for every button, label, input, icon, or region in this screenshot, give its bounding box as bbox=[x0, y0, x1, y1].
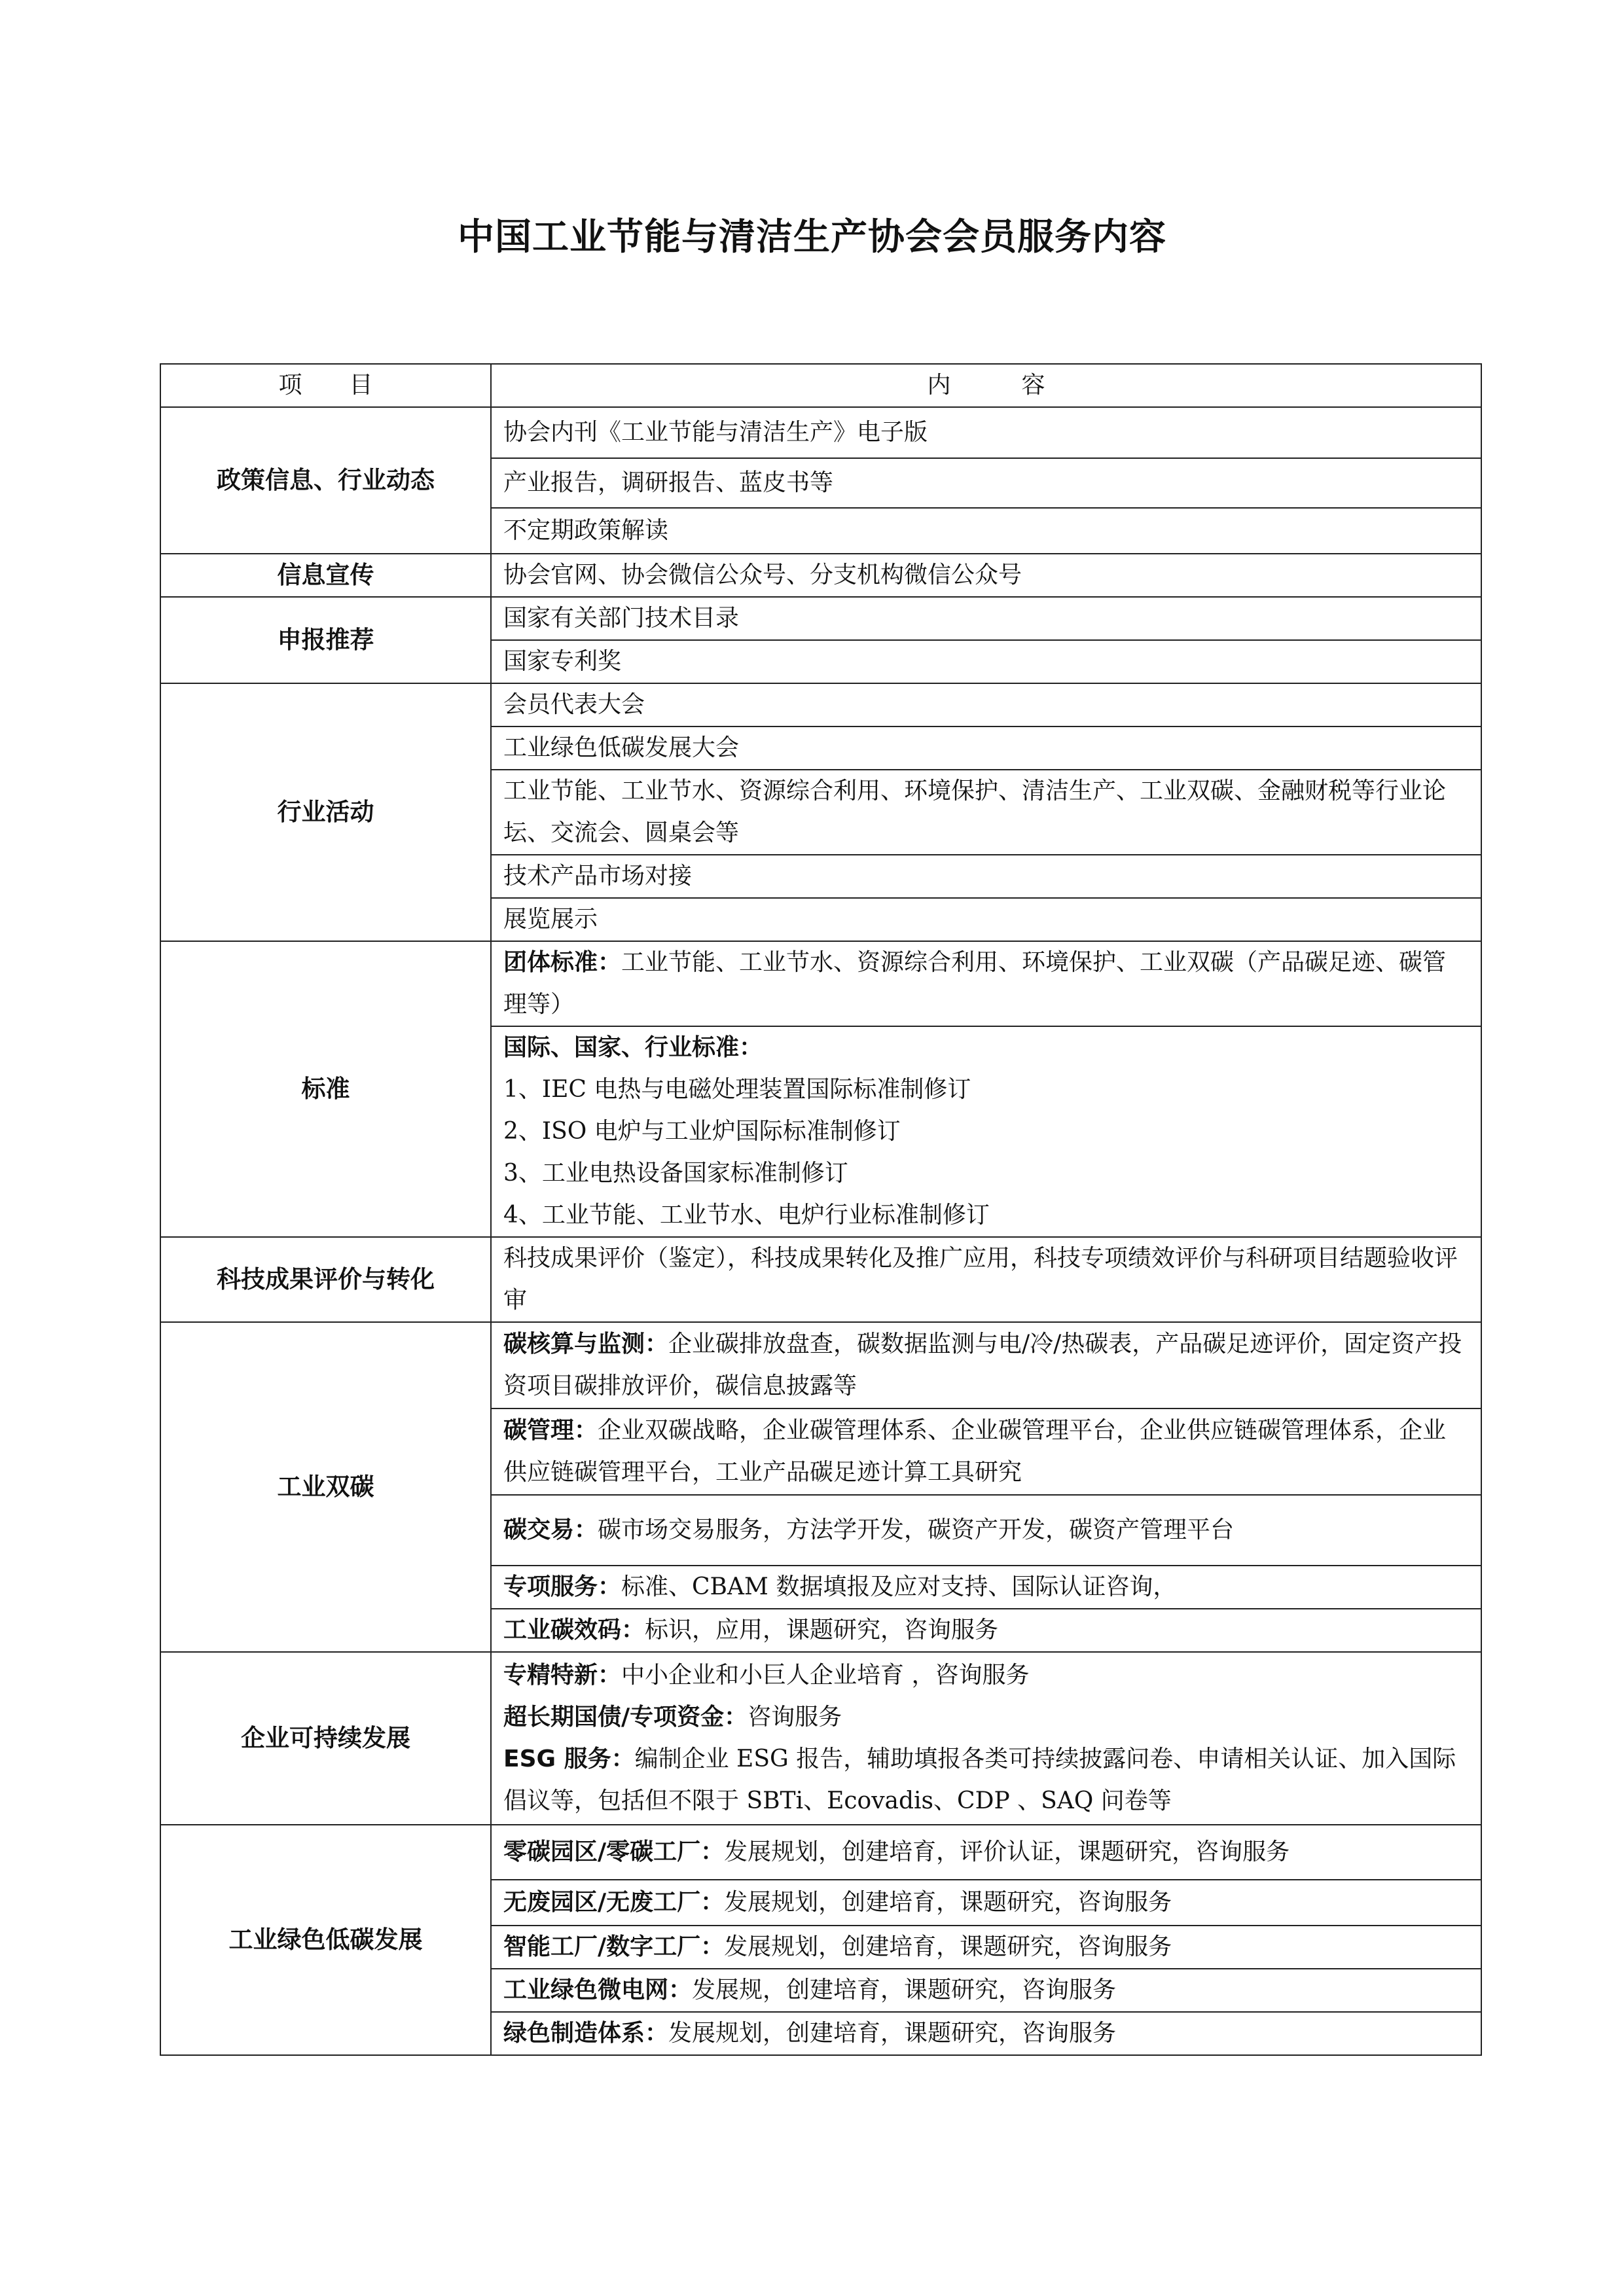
item-text: 展览展示 bbox=[503, 906, 598, 933]
item-text: 发展规划，创建培育，课题研究，咨询服务 bbox=[668, 2020, 1117, 2047]
item-text: 技术产品市场对接 bbox=[503, 863, 693, 889]
content-cell bbox=[491, 1969, 1481, 2012]
item-text: 科技成果评价（鉴定），科技成果转化及推广应用，科技专项绩效评价与科研项目结题验收评审 bbox=[503, 1245, 1458, 1314]
content-cell bbox=[491, 726, 1481, 770]
services-table bbox=[160, 363, 1482, 2056]
table-body bbox=[160, 407, 1481, 2055]
item-text: 会员代表大会 bbox=[503, 691, 645, 718]
item-part bbox=[503, 1738, 1469, 1822]
item-text: 咨询服务 bbox=[748, 1704, 842, 1731]
item-label: 专项服务： bbox=[503, 1573, 622, 1600]
item-label: 专精特新： bbox=[503, 1662, 622, 1689]
content-cell bbox=[491, 1026, 1481, 1237]
item-part bbox=[503, 1696, 1469, 1738]
category-cell: 政策信息、行业动态 bbox=[160, 407, 491, 554]
item-label: 绿色制造体系： bbox=[503, 2020, 669, 2047]
content-cell bbox=[491, 941, 1481, 1026]
category-cell: 信息宣传 bbox=[160, 554, 491, 597]
content-cell bbox=[491, 508, 1481, 554]
category-cell: 申报推荐 bbox=[160, 597, 491, 683]
item-text: 不定期政策解读 bbox=[503, 517, 669, 544]
category-cell: 科技成果评价与转化 bbox=[160, 1237, 491, 1322]
table-row bbox=[160, 1322, 1481, 1408]
table-row bbox=[160, 1825, 1481, 1880]
item-text: 发展规划，创建培育，课题研究，咨询服务 bbox=[724, 1933, 1172, 1960]
item-heading bbox=[503, 1027, 1469, 1069]
item-label: 超长期国债/专项资金： bbox=[503, 1704, 748, 1731]
category-cell: 企业可持续发展 bbox=[160, 1652, 491, 1825]
item-text: 标识，应用，课题研究，咨询服务 bbox=[645, 1617, 999, 1643]
content-cell bbox=[491, 770, 1481, 855]
table-row bbox=[160, 1237, 1481, 1322]
item-text: 编制企业 ESG 报告，辅助填报各类可持续披露问卷、申请相关认证、加入国际倡议等，包括但不限于 SBTi、Ecovadis、CDP 、SAQ 问卷等 bbox=[503, 1746, 1456, 1814]
category-cell: 工业绿色低碳发展 bbox=[160, 1825, 491, 2055]
content-cell bbox=[491, 458, 1481, 508]
content-cell bbox=[491, 855, 1481, 898]
item-label: 国际、国家、行业标准： bbox=[503, 1034, 763, 1061]
table-row bbox=[160, 941, 1481, 1026]
item-label: 团体标准： bbox=[503, 949, 622, 976]
item-label: 碳交易： bbox=[503, 1516, 598, 1543]
content-cell bbox=[491, 597, 1481, 640]
content-cell bbox=[491, 683, 1481, 726]
item-line: 3、工业电热设备国家标准制修订 bbox=[503, 1160, 848, 1187]
item-text: 标准、CBAM 数据填报及应对支持、国际认证咨询， bbox=[621, 1573, 1177, 1600]
content-cell bbox=[491, 640, 1481, 683]
content-cell bbox=[491, 407, 1481, 458]
item-text: 发展规划，创建培育，评价认证，课题研究，咨询服务 bbox=[724, 1839, 1290, 1865]
content-cell bbox=[491, 1926, 1481, 1969]
table-row bbox=[160, 407, 1481, 458]
item-text: 产业报告，调研报告、蓝皮书等 bbox=[503, 469, 834, 496]
table-row bbox=[160, 1652, 1481, 1825]
header-row bbox=[160, 364, 1481, 407]
item-text: 碳市场交易服务，方法学开发，碳资产开发，碳资产管理平台 bbox=[598, 1516, 1235, 1543]
content-cell bbox=[491, 1609, 1481, 1652]
item-text: 企业碳排放盘查，碳数据监测与电/冷/热碳表，产品碳足迹评价，固定资产投资项目碳排放评价，碳信息披露等 bbox=[503, 1331, 1462, 1399]
item-text: 协会官网、协会微信公众号、分支机构微信公众号 bbox=[503, 562, 1022, 588]
item-text: 工业节能、工业节水、资源综合利用、环境保护、工业双碳（产品碳足迹、碳管理等） bbox=[503, 949, 1447, 1018]
item-part bbox=[503, 1655, 1469, 1696]
item-text: 发展规，创建培育，课题研究，咨询服务 bbox=[692, 1977, 1117, 2003]
content-cell bbox=[491, 1408, 1481, 1495]
document-title: 中国工业节能与清洁生产协会会员服务内容 bbox=[458, 216, 1166, 259]
content-cell bbox=[491, 1322, 1481, 1408]
header-item: 项 目 bbox=[160, 364, 491, 407]
content-cell bbox=[491, 1566, 1481, 1609]
item-label: 工业绿色微电网： bbox=[503, 1977, 693, 2003]
table-row bbox=[160, 683, 1481, 726]
item-label: 无废园区/无废工厂： bbox=[503, 1889, 725, 1916]
table-row bbox=[160, 554, 1481, 597]
item-text: 工业绿色低碳发展大会 bbox=[503, 734, 740, 761]
item-label: 碳核算与监测： bbox=[503, 1331, 669, 1357]
content-cell bbox=[491, 2012, 1481, 2055]
item-label: 碳管理： bbox=[503, 1417, 598, 1444]
item-text: 企业双碳战略，企业碳管理体系、企业碳管理平台，企业供应链碳管理体系，企业供应链碳管理平台，工业产品碳足迹计算工具研究 bbox=[503, 1417, 1447, 1486]
item-line: 2、ISO 电炉与工业炉国际标准制修订 bbox=[503, 1118, 901, 1145]
item-line: 1、IEC 电热与电磁处理装置国际标准制修订 bbox=[503, 1076, 971, 1103]
item-label: 智能工厂/数字工厂： bbox=[503, 1933, 725, 1960]
item-label: 工业碳效码： bbox=[503, 1617, 645, 1643]
content-cell bbox=[491, 554, 1481, 597]
table-row bbox=[160, 597, 1481, 640]
content-cell bbox=[491, 1825, 1481, 1880]
content-cell bbox=[491, 1880, 1481, 1926]
category-cell: 行业活动 bbox=[160, 683, 491, 941]
item-text: 协会内刊《工业节能与清洁生产》电子版 bbox=[503, 419, 928, 446]
item-text: 国家专利奖 bbox=[503, 648, 622, 675]
content-cell bbox=[491, 898, 1481, 941]
content-cell bbox=[491, 1237, 1481, 1322]
item-text: 发展规划，创建培育，课题研究，咨询服务 bbox=[724, 1889, 1172, 1916]
item-text: 工业节能、工业节水、资源综合利用、环境保护、清洁生产、工业双碳、金融财税等行业论坛、交流会、圆桌会等 bbox=[503, 778, 1447, 846]
category-cell: 标准 bbox=[160, 941, 491, 1237]
item-text: 中小企业和小巨人企业培育 ，咨询服务 bbox=[621, 1662, 1030, 1689]
item-text: 国家有关部门技术目录 bbox=[503, 605, 740, 632]
item-label: 零碳园区/零碳工厂： bbox=[503, 1839, 725, 1865]
item-label: ESG 服务： bbox=[503, 1746, 635, 1772]
header-content: 内 容 bbox=[491, 364, 1481, 407]
content-cell bbox=[491, 1495, 1481, 1566]
item-line: 4、工业节能、工业节水、电炉行业标准制修订 bbox=[503, 1202, 990, 1229]
content-cell bbox=[491, 1652, 1481, 1825]
category-cell: 工业双碳 bbox=[160, 1322, 491, 1652]
